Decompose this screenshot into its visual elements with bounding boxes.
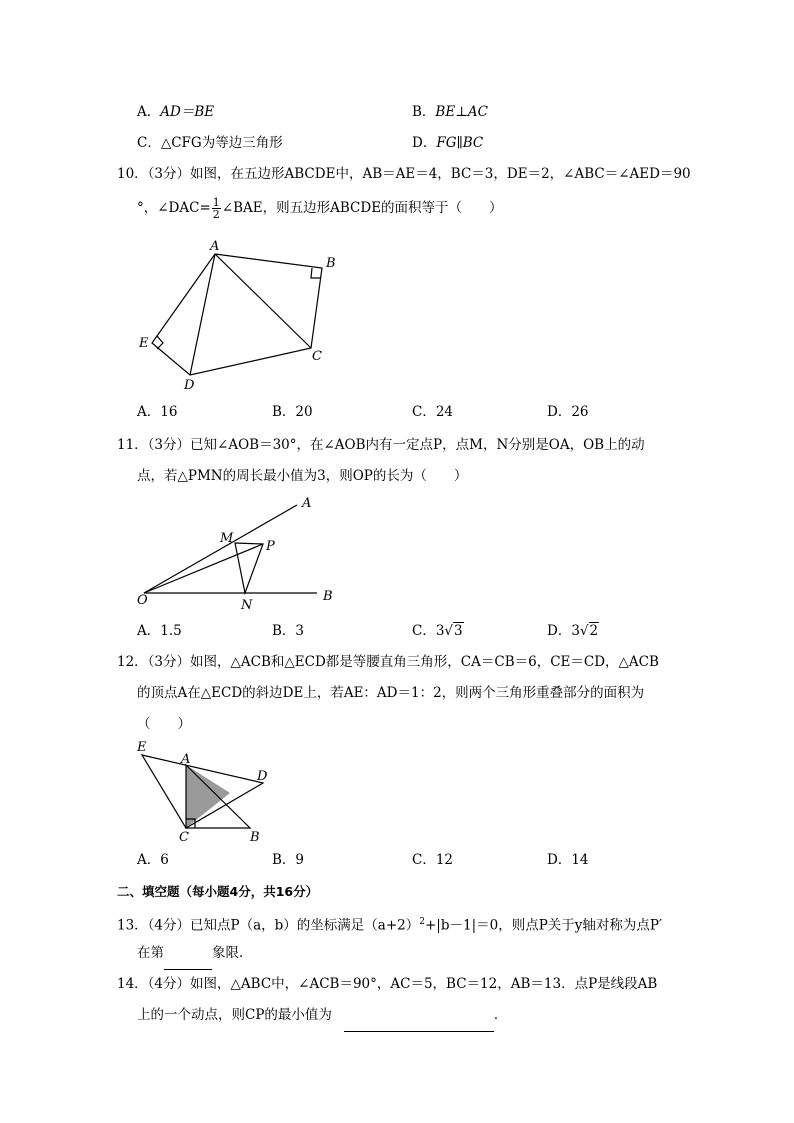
q13-text-b: 象限． (212, 945, 253, 961)
q13-text-a: 在第 (137, 945, 164, 961)
option-text: D．3 (547, 623, 580, 639)
q10-option-b: B．20 (272, 404, 313, 420)
fraction-numerator: 1 (212, 196, 220, 209)
q11-option-c: C．3√3 (412, 623, 463, 639)
label-b: B (323, 589, 333, 604)
radicand: 3 (454, 623, 463, 639)
option-letter: A． (137, 104, 161, 120)
label-d: D (257, 769, 268, 784)
option-text: BE⊥AC (435, 104, 488, 120)
q10-stem-line1: 10．（3分）如图，在五边形ABCDE中，AB＝AE＝4，BC＝3，DE＝2，∠ABC＝∠AED＝90 (117, 166, 691, 182)
label-e: E (139, 336, 149, 351)
q11-option-b: B．3 (272, 623, 305, 639)
option-text: AD＝BE (160, 104, 215, 120)
q10-option-c: C．24 (412, 404, 454, 420)
option-text: FG∥BC (436, 135, 484, 151)
label-c: C (179, 830, 189, 845)
q9-option-d (412, 128, 483, 159)
label-m: M (220, 531, 234, 546)
q10-option-d: D．26 (547, 404, 589, 420)
segment-ac (215, 254, 311, 348)
option-letter: C． (137, 135, 161, 151)
label-a: A (210, 239, 220, 254)
label-n: N (241, 598, 253, 613)
section-heading-fill-in: 二、填空题（每小题4分，共16分） (117, 884, 319, 899)
q14-text-b: ． (493, 1007, 508, 1023)
label-o: O (137, 593, 148, 608)
label-a: A (181, 752, 191, 767)
right-angle-mark-e (157, 336, 163, 349)
q11-option-a: A．1.5 (137, 623, 182, 639)
q14-text-a: 上的一个动点，则CP的最小值为 (137, 1007, 332, 1023)
right-angle-mark-b (311, 268, 321, 278)
segment-op (144, 544, 263, 593)
q10-pentagon-figure (135, 235, 340, 395)
fraction-denominator: 2 (212, 208, 220, 221)
exponent: 2 (419, 917, 425, 927)
q9-option-a (137, 97, 214, 128)
label-b: B (250, 830, 260, 845)
q12-option-b: B．9 (272, 852, 305, 868)
q13-text-a: 13．（4分）已知点P（a，b）的坐标满足（a+2） (117, 917, 420, 934)
option-letter: B． (412, 104, 436, 120)
q12-option-a: A．6 (137, 852, 169, 868)
q11-stem-line2: 点，若△PMN的周长最小值为3，则OP的长为（ ） (137, 468, 468, 484)
q12-stem-line2: 的顶点A在△ECD的斜边DE上，若AE：AD＝1：2，则两个三角形重叠部分的面积为 (137, 685, 645, 701)
fraction-one-half (212, 197, 221, 220)
q11-angle-figure (132, 490, 347, 615)
q14-stem-line2 (137, 1000, 507, 1032)
q12-triangles-figure (132, 735, 282, 847)
option-text: △CFG为等边三角形 (160, 135, 283, 151)
q10-stem-line2 (137, 196, 503, 220)
q10-option-a: A．16 (137, 404, 178, 420)
triangle-pmn (235, 543, 263, 593)
label-p: P (266, 539, 275, 554)
q12-stem-line3: （ ） (137, 716, 191, 732)
label-d: D (184, 378, 195, 393)
q13-text-b: +|b－1|＝0，则点P关于y轴对称为点P′ (424, 917, 663, 934)
q9-option-b (412, 97, 488, 128)
q12-option-c: C．12 (412, 852, 454, 868)
answer-blank[interactable] (164, 938, 212, 970)
pentagon-outline (152, 254, 322, 375)
q11-stem-line1: 11．（3分）已知∠AOB＝30°，在∠AOB内有一定点P，点M，N分别是OA，OB上的动 (117, 437, 645, 453)
q12-option-d: D．14 (547, 852, 589, 868)
q10-text-a: °，∠DAC= (137, 200, 211, 216)
q11-option-d: D．3√2 (547, 623, 599, 639)
label-a: A (302, 496, 312, 511)
q14-stem-line1: 14．（4分）如图，△ABC中，∠ACB＝90°，AC＝5，BC＝12，AB＝13．点P是线段AB (117, 976, 658, 992)
answer-blank[interactable] (344, 1000, 494, 1032)
q13-stem-line2 (137, 938, 253, 970)
option-letter: D． (412, 135, 437, 151)
label-c: C (312, 349, 322, 364)
label-b: B (326, 256, 336, 271)
q10-text-b: ∠BAE，则五边形ABCDE的面积等于（ ） (221, 200, 503, 216)
q13-stem-line1 (117, 907, 662, 942)
label-e: E (137, 740, 147, 755)
option-text: C．3 (412, 623, 445, 639)
q9-option-c (137, 128, 283, 159)
radicand: 2 (589, 623, 599, 639)
q12-stem-line1: 12．（3分）如图，△ACB和△ECD都是等腰直角三角形，CA＝CB＝6，CE＝CD，△ACB (117, 654, 659, 670)
